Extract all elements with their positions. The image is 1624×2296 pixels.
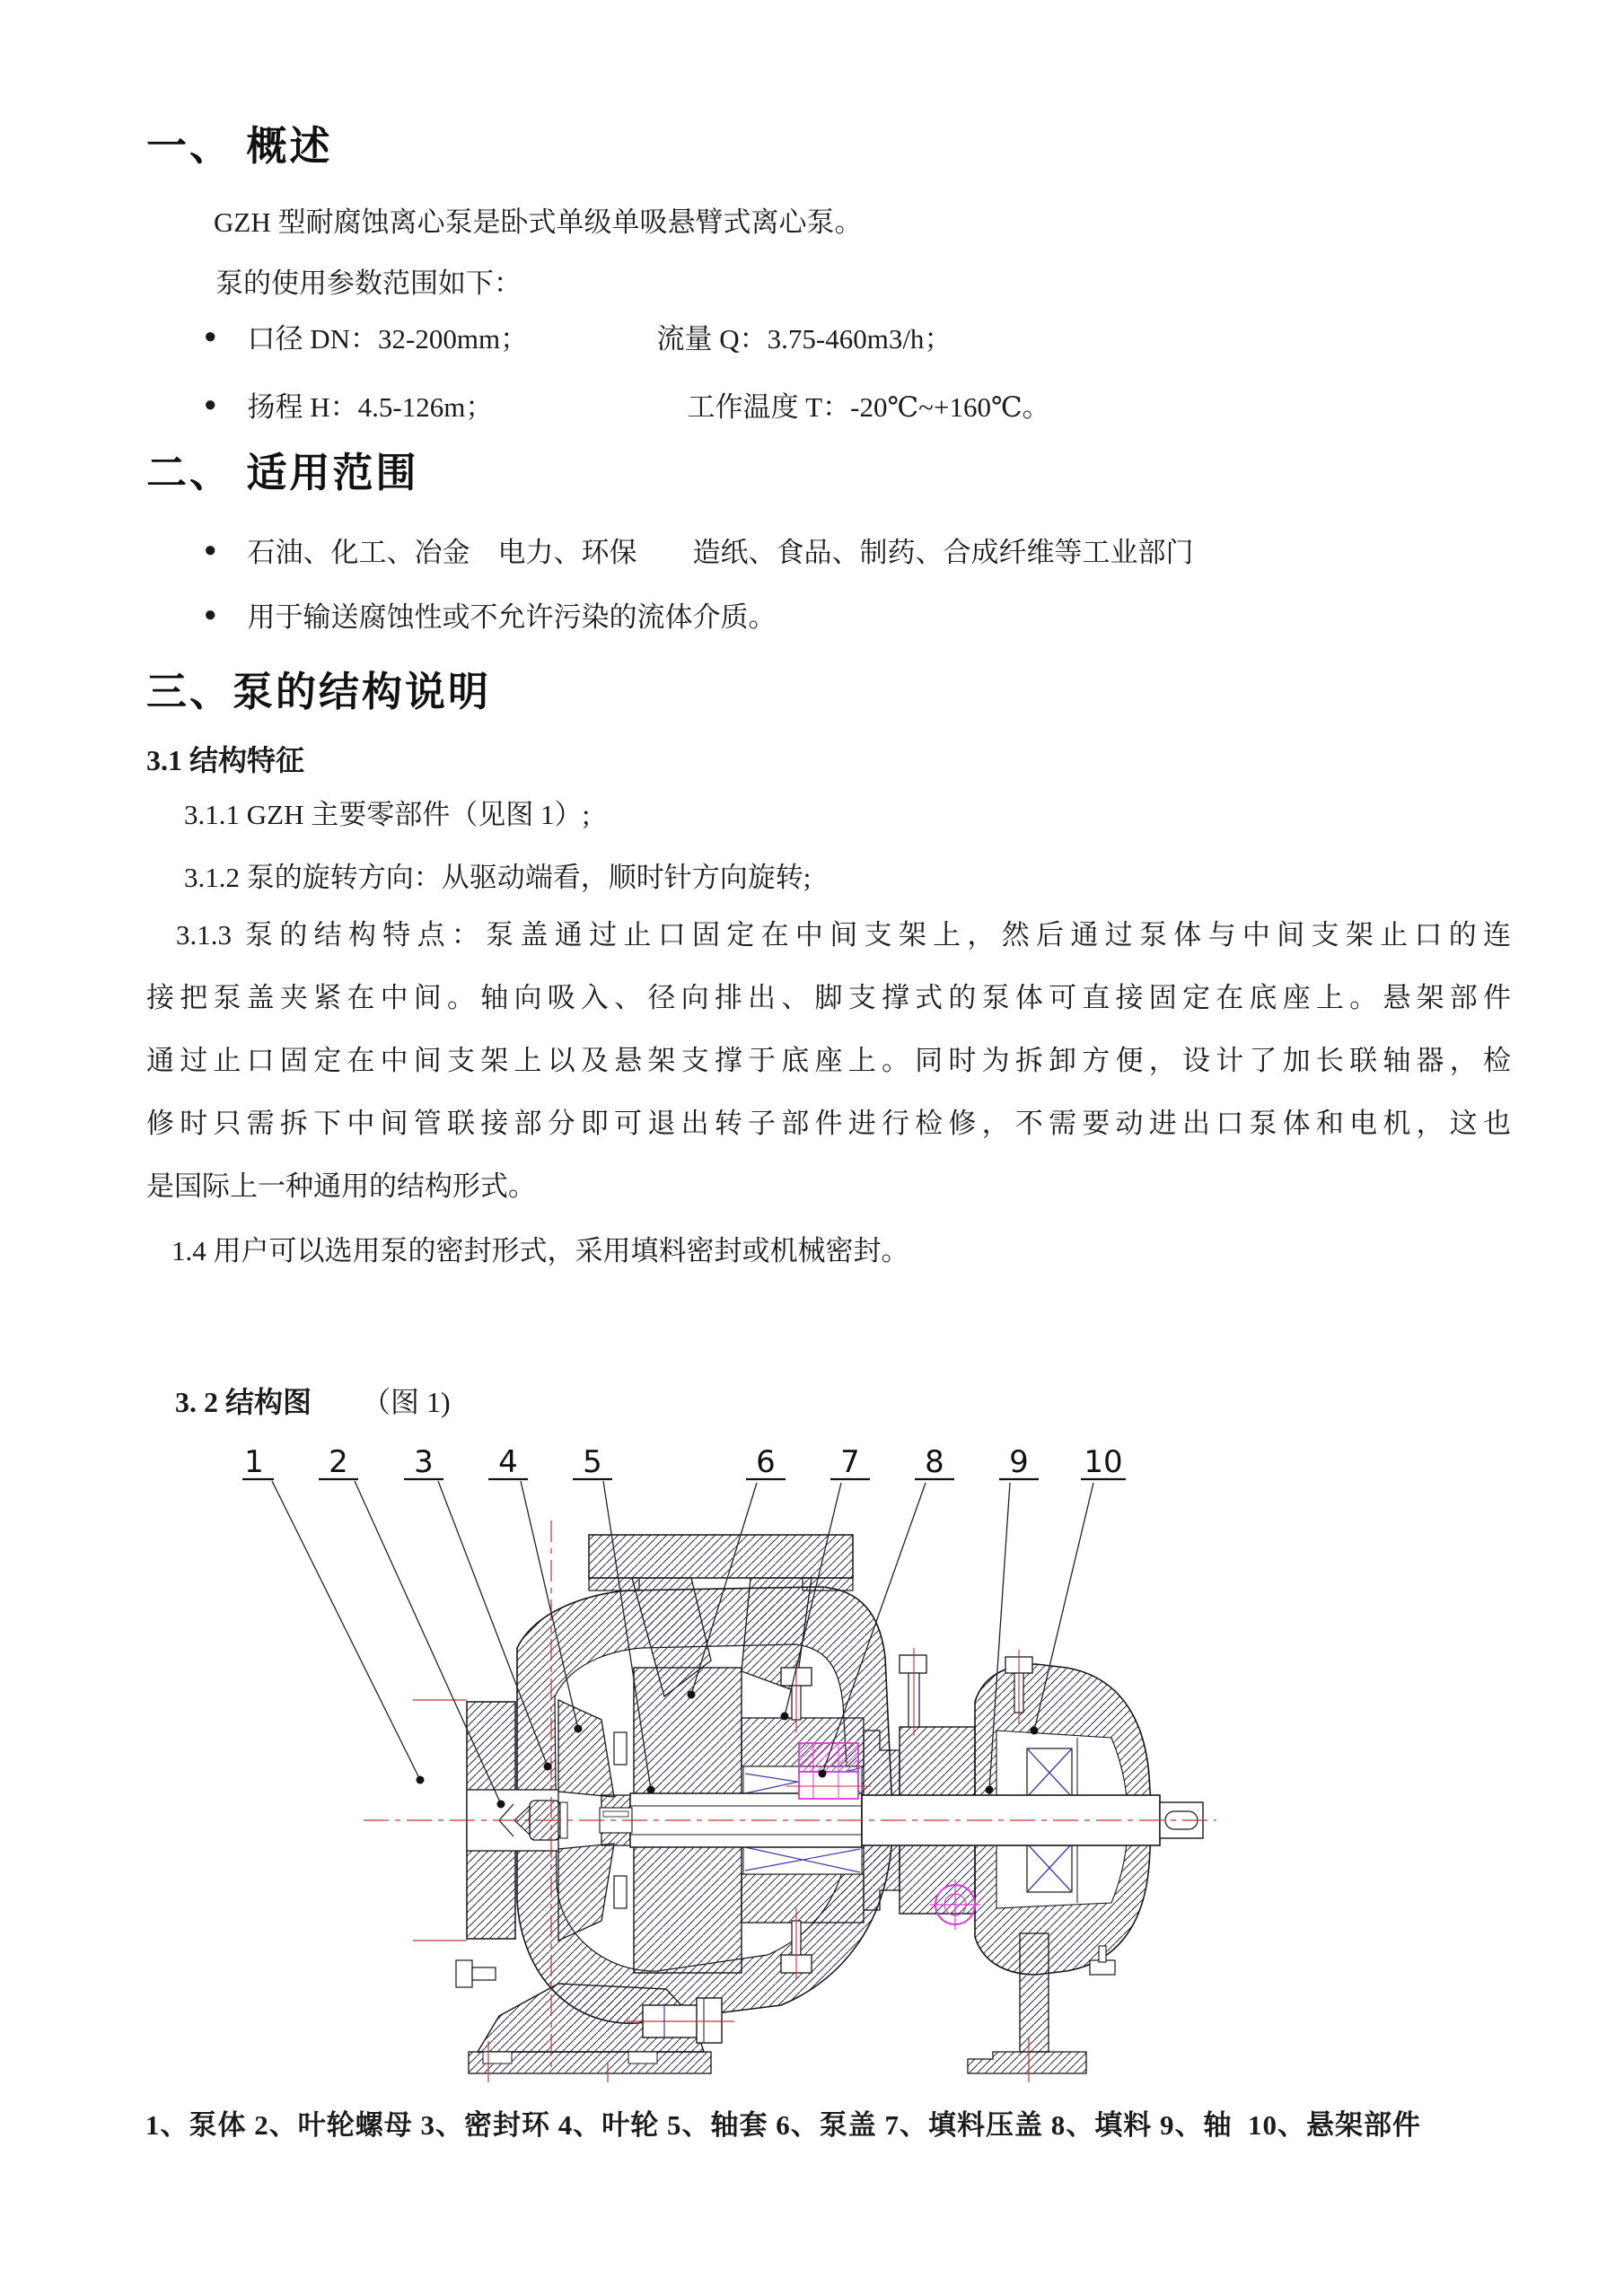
key xyxy=(603,1811,628,1817)
section3-heading: 三、泵的结构说明 xyxy=(146,669,492,714)
foot-bolt-head xyxy=(697,1998,722,2043)
drain-bolt-head xyxy=(456,1960,472,1987)
subsection-31-heading: 3.1 结构特征 xyxy=(146,744,305,776)
item-311: 3.1.1 GZH 主要零部件（见图 1）; xyxy=(184,799,591,830)
bullet-icon: ● xyxy=(204,602,217,627)
section1-paragraph-2: 泵的使用参数范围如下： xyxy=(215,267,522,299)
scope-bullet-2 xyxy=(204,594,777,635)
oil-plug-stem xyxy=(1099,1946,1106,1962)
scope-media: 用于输送腐蚀性或不允许污染的流体介质。 xyxy=(247,601,777,633)
part-label-2: 2 xyxy=(329,1444,348,1480)
base-slot xyxy=(628,2052,657,2064)
discharge-flange xyxy=(589,1535,853,1578)
seal-ring xyxy=(614,1732,627,1765)
bracket-foot-base xyxy=(968,2052,1086,2073)
seal-ring xyxy=(614,1876,627,1908)
section1-heading: 一、 概述 xyxy=(146,123,333,169)
param-row-2 xyxy=(204,384,1050,425)
gland-section xyxy=(864,1842,900,1910)
support-bracket-section xyxy=(900,1727,975,1799)
section2-heading: 二、 适用范围 xyxy=(146,450,419,495)
part-label-7: 7 xyxy=(840,1444,860,1480)
item-312: 3.1.2 泵的旋转方向：从驱动端看，顺时针方向旋转; xyxy=(184,862,812,893)
part-label-9: 9 xyxy=(1009,1444,1029,1480)
nut-washer xyxy=(560,1802,567,1838)
para-313-line-4: 修时只需拆下中间管联接部分即可退出转子部件进行检修，不需要动进出口泵体和电机，这也 xyxy=(146,1108,1511,1139)
param-temperature: 工作温度 T：-20℃~+160℃。 xyxy=(687,391,1050,423)
part-label-5: 5 xyxy=(583,1444,602,1480)
para-313-line-2: 接把泵盖夹紧在中间。轴向吸入、径向排出、脚支撑式的泵体可直接固定在底座上。悬架部件 xyxy=(146,982,1511,1013)
drain-bolt-body xyxy=(472,1967,496,1980)
bullet-icon: ● xyxy=(204,324,217,348)
part-label-1: 1 xyxy=(244,1444,264,1480)
scope-industries: 石油、化工、冶金 电力、环保 造纸、食品、制药、合成纤维等工业部门 xyxy=(247,537,1194,568)
figure-1 xyxy=(242,1434,1239,2082)
seal-detail-box xyxy=(799,1772,858,1799)
flange-step xyxy=(589,1578,639,1591)
para-313-line-1: 3.1.3 泵的结构特点：泵盖通过止口固定在中间支架上，然后通过泵体与中间支架止口的连 xyxy=(176,919,1511,951)
section1-paragraph-1: GZH 型耐腐蚀离心泵是卧式单级单吸悬臂式离心泵。 xyxy=(214,206,863,238)
para-313-line-5: 是国际上一种通用的结构形式。 xyxy=(146,1170,536,1202)
para-313-line-3: 通过止口固定在中间支架上以及悬架支撑于底座上。同时为拆卸方便，设计了加长联轴器，检 xyxy=(146,1045,1511,1076)
bracket-bolt-head xyxy=(900,1655,926,1673)
param-row-1 xyxy=(204,316,952,356)
item-14: 1.4 用户可以选用泵的密封形式，采用填料密封或机械密封。 xyxy=(171,1235,909,1266)
support-bracket-section xyxy=(900,1842,975,1914)
pump-cover-section xyxy=(634,1842,742,1973)
part-label-8: 8 xyxy=(925,1444,944,1480)
pump-cover-section xyxy=(634,1668,742,1799)
part-label-6: 6 xyxy=(756,1444,776,1480)
bracket-foot-plate xyxy=(1020,1933,1049,2052)
pump-structure-diagram xyxy=(242,1434,1239,2082)
bullet-icon: ● xyxy=(204,392,217,416)
param-flow: 流量 Q：3.75-460m3/h； xyxy=(656,323,952,355)
part-label-10: 10 xyxy=(1084,1444,1123,1480)
param-head: 扬程 H：4.5-126m； xyxy=(247,391,494,423)
part-label-3: 3 xyxy=(414,1444,434,1480)
base-slot xyxy=(483,2052,512,2064)
bullet-icon: ● xyxy=(204,538,217,562)
param-diameter: 口径 DN：32-200mm； xyxy=(247,323,529,355)
stuffing-box-wall xyxy=(742,1874,864,1923)
figure-reference: （图 1) xyxy=(362,1386,451,1418)
figure-heading-label: 3. 2 结构图 xyxy=(175,1386,312,1418)
figure-caption: 1、泵体 2、叶轮螺母 3、密封环 4、叶轮 5、轴套 6、泵盖 7、填料压盖 8、填料 9、轴 10、悬架部件 xyxy=(145,2109,1421,2141)
scope-bullet-1 xyxy=(204,530,1194,570)
part-label-4: 4 xyxy=(498,1444,518,1480)
